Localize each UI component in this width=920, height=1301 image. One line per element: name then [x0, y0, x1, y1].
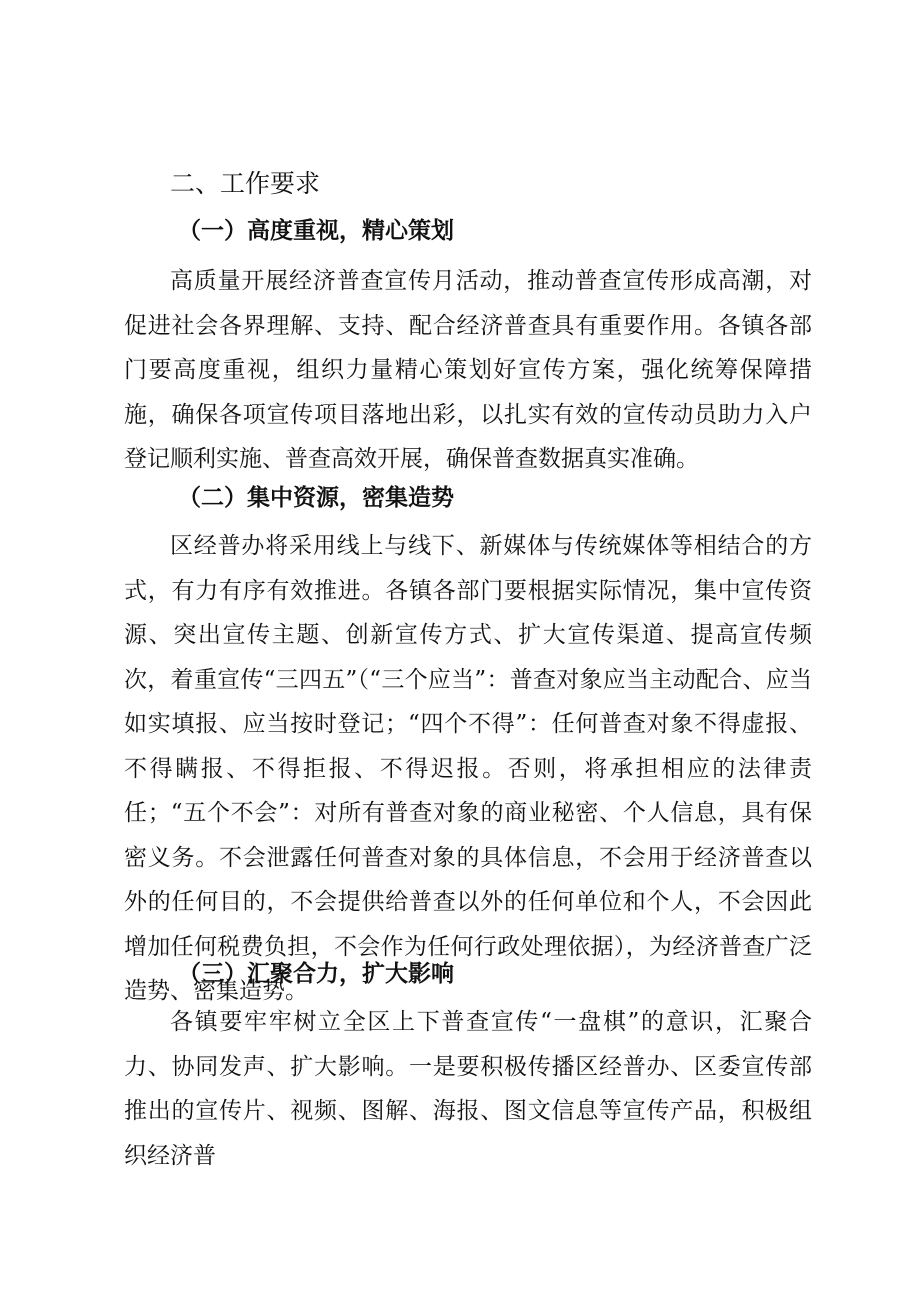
- subsection-title-1: （一）高度重视，精心策划: [178, 218, 454, 244]
- subsection-body-3: 各镇要牢牢树立全区上下普查宣传“一盘棋”的意识，汇聚合力、协同发声、扩大影响。一是要积极传播区经普办、区委宣传部推出的宣传片、视频、图解、海报、图文信息等宣传产品，积极组织经济普: [124, 1009, 812, 1169]
- subsection-body-1: 高质量开展经济普查宣传月活动，推动普查宣传形成高潮，对促进社会各界理解、支持、配合经济普查具有重要作用。各镇各部门要高度重视，组织力量精心策划好宣传方案，强化统筹保障措施，确保各项宣传项目落地出彩，以扎实有效的宣传动员助力入户登记顺利实施、普查高效开展，确保普查数据真实准确。: [124, 268, 812, 472]
- subsection-title-2: （二）集中资源，密集造势: [178, 485, 454, 511]
- subsection-body-2: 区经普办将采用线上与线下、新媒体与传统媒体等相结合的方式，有力有序有效推进。各镇各部门要根据实际情况，集中宣传资源、突出宣传主题、创新宣传方式、扩大宣传渠道、提高宣传频次，着重宣传“三四五”（“三个应当”：普查对象应当主动配合、应当如实填报、应当按时登记；“四个不得”：任何普查对象不得虚报、不得瞒报、不得拒报、不得迟报。否则，将承担相应的法律责任；“五个不会”：对所有普查对象的商业秘密、个人信息，具有保密义务。不会泄露任何普查对象的具体信息，不会用于经济普查以外的任何目的，不会提供给普查以外的任何单位和个人，不会因此增加任何税费负担，不会作为任何行政处理依据），为经济普查广泛造势、密集造势。: [124, 533, 812, 1004]
- section-heading: 二、工作要求: [170, 169, 321, 198]
- subsection-title-3: （三）汇聚合力，扩大影响: [178, 961, 454, 987]
